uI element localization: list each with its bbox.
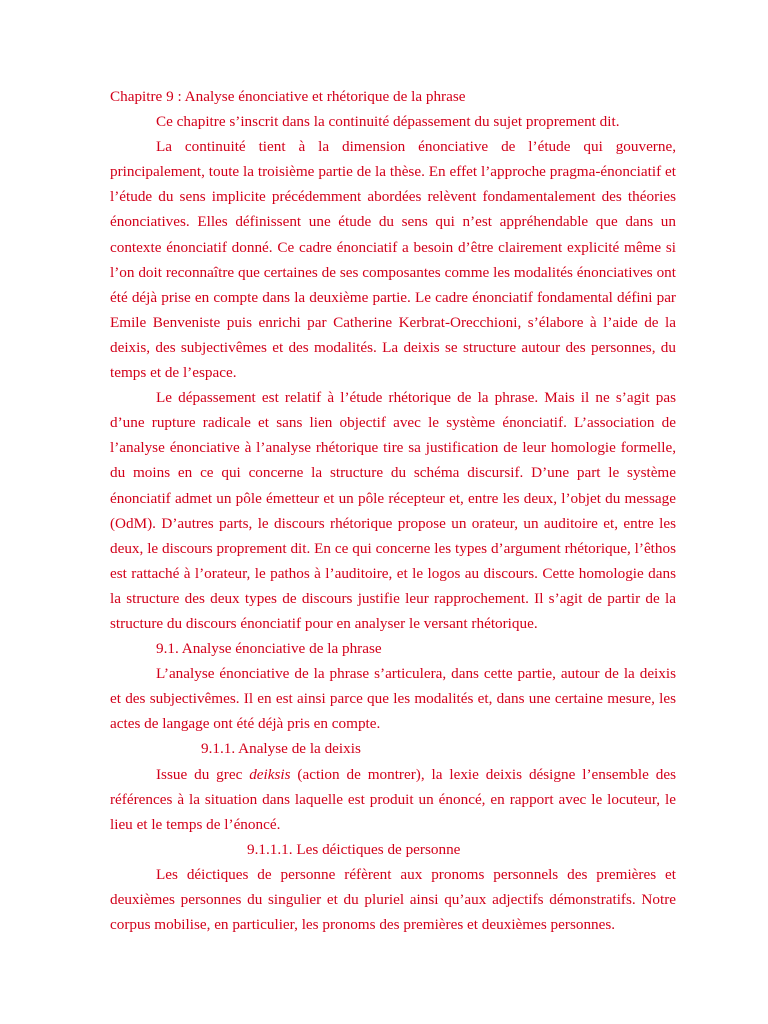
section-9-1-1-paragraph <box>110 762 676 837</box>
intro-paragraph: Ce chapitre s’inscrit dans la continuité dépassement du sujet proprement dit. <box>156 113 620 131</box>
document-page <box>110 84 676 937</box>
section-heading-9-1-1: 9.1.1. Analyse de la deixis <box>201 740 361 758</box>
deiksis-term: deiksis <box>249 765 291 783</box>
chapter-title: Chapitre 9 : Analyse énonciative et rhétorique de la phrase <box>110 88 466 105</box>
continuity-paragraph: La continuité tient à la dimension énonciative de l’étude qui gouverne, principalement, toute la troisième partie de la thèse. En effet l’approche pragma-énonciatif et l’étude du sens implicite précédemment abordées relèvent fondamentalement des théories énonciatives. Elles définissent une étude du sens qui n’est appréhendable que dans un contexte énonciatif donné. Ce cadre énonciatif a besoin d’être clairement explicité même si l’on doit reconnaître que certaines de ses composantes comme les modalités énonciatives ont été déjà prise en compte dans la deuxième partie. Le cadre énonciatif fondamental défini par Emile Benveniste puis enrichi par Catherine Kerbrat-Orecchioni, s’élabore à l’aide de la deixis, des subjectivêmes et des modalités. La deixis se structure autour des personnes, du temps et de l’espace. <box>110 138 676 382</box>
deixis-intro-text: Issue du grec <box>156 765 250 783</box>
deixis-definition-text: (action de montrer), la lexie deixis désigne l’ensemble des références à la situation dans laquelle est produit un énoncé, en rapport avec le locuteur, le lieu et le temps de l’énoncé. <box>110 765 676 833</box>
section-9-1-paragraph: L’analyse énonciative de la phrase s’articulera, dans cette partie, autour de la deixis et des subjectivêmes. Il en est ainsi parce que les modalités et, dans une certaine mesure, les actes de langage ont été déjà pris en compte. <box>110 665 676 733</box>
overrun-paragraph: Le dépassement est relatif à l’étude rhétorique de la phrase. Mais il ne s’agit pas d’une rupture radicale et sans lien objectif avec le système énonciatif. L’association de l’analyse énonciative à l’analyse rhétorique tire sa justification de leur homologie formelle, du moins en ce qui concerne la structure du schéma discursif. D’une part le système énonciatif admet un pôle émetteur et un pôle récepteur et, entre les deux, l’objet du message (OdM). D’autres parts, le discours rhétorique propose un orateur, un auditoire et, entre les deux, le discours proprement dit. En ce qui concerne les types d’argument rhétorique, l’êthos est rattaché à l’orateur, le pathos à l’auditoire, et le logos au discours. Cette homologie dans la structure des deux types de discours justifie leur rapprochement. Il s’agit de partir de la structure du discours énonciatif pour en analyser le versant rhétorique. <box>110 389 676 632</box>
section-heading-9-1-1-1: 9.1.1.1. Les déictiques de personne <box>247 840 461 858</box>
section-9-1-1-1-paragraph: Les déictiques de personne réfèrent aux pronoms personnels des premières et deuxièmes personnes du singulier et du pluriel ainsi qu’aux adjectifs démonstratifs. Notre corpus mobilise, en particulier, les pronoms des premières et deuxièmes personnes. <box>110 865 676 934</box>
section-heading-9-1: 9.1. Analyse énonciative de la phrase <box>156 640 382 658</box>
